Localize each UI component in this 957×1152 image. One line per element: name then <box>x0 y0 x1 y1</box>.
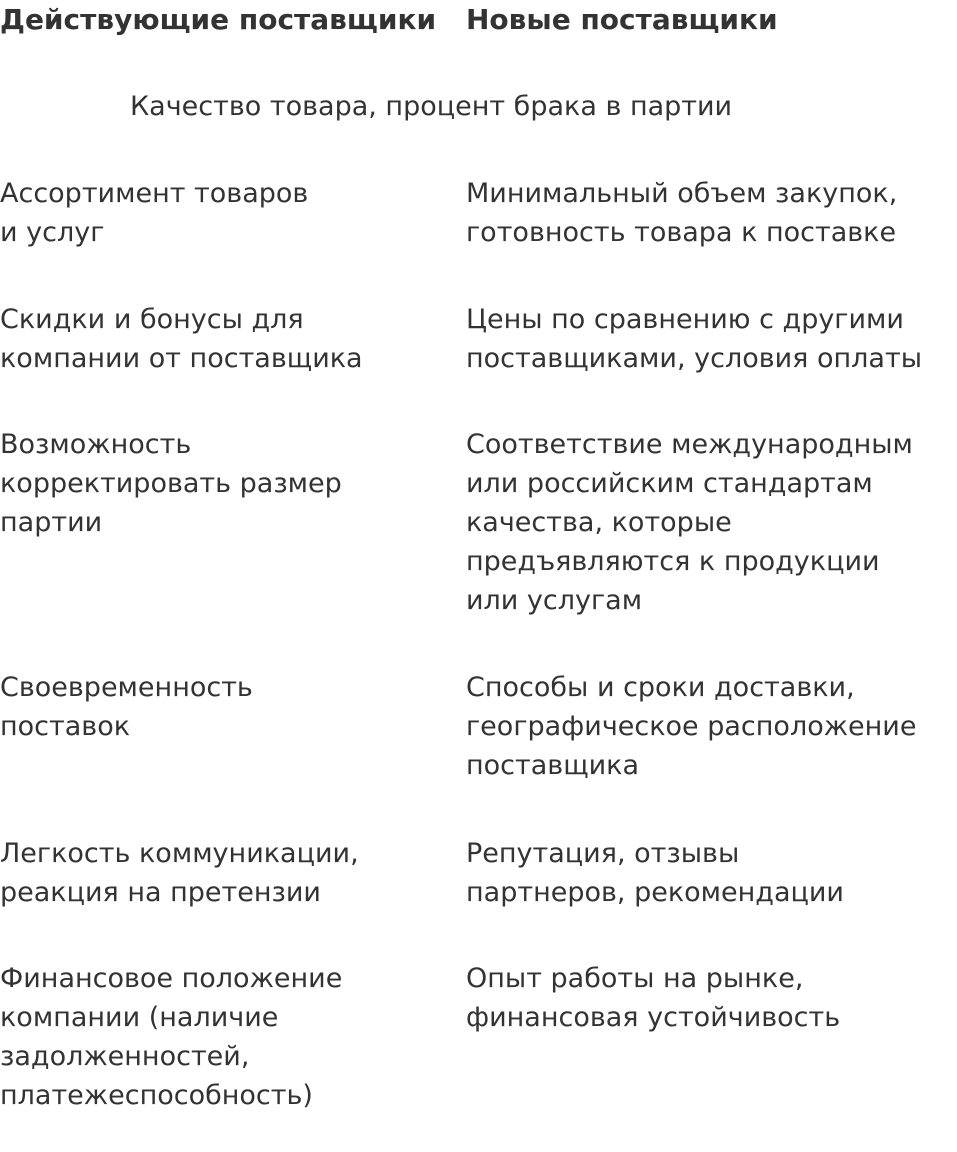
text-line: Цены по сравнению с другими <box>466 304 904 335</box>
new-criterion-reputation <box>466 834 844 912</box>
text-line: или услугам <box>466 585 643 616</box>
text-line: географическое расположение <box>466 711 917 742</box>
text-line: Скидки и бонусы для <box>0 304 304 335</box>
existing-criterion-financial-position <box>0 959 342 1115</box>
existing-criterion-batch-size <box>0 425 342 542</box>
new-criterion-min-volume <box>466 174 897 252</box>
text-line: Своевременность <box>0 672 253 703</box>
new-criterion-prices <box>466 300 922 378</box>
existing-criterion-timeliness <box>0 668 253 746</box>
text-line: Репутация, отзывы <box>466 838 740 869</box>
text-line: платежеспособность) <box>0 1080 313 1111</box>
text-line: качества, которые <box>466 507 732 538</box>
text-line: партии <box>0 507 103 538</box>
header-new-suppliers: Новые поставщики <box>466 3 778 36</box>
text-line: готовность товара к поставке <box>466 217 897 248</box>
text-line: задолженностей, <box>0 1041 250 1072</box>
text-line: Возможность <box>0 429 192 460</box>
existing-criterion-communication <box>0 834 359 912</box>
header-existing-suppliers: Действующие поставщики <box>0 3 437 36</box>
text-line: Минимальный объем закупок, <box>466 178 898 209</box>
text-line: компании от поставщика <box>0 343 363 374</box>
text-line: финансовая устойчивость <box>466 1002 841 1033</box>
new-criterion-delivery <box>466 668 916 785</box>
text-line: корректировать размер <box>0 468 342 499</box>
text-line: предъявляются к продукции <box>466 546 880 577</box>
new-criterion-market-experience <box>466 959 840 1037</box>
text-line: Опыт работы на рынке, <box>466 963 804 994</box>
text-line: партнеров, рекомендации <box>466 877 844 908</box>
text-line: поставок <box>0 711 131 742</box>
text-line: и услуг <box>0 217 105 248</box>
existing-criterion-assortment <box>0 174 308 252</box>
shared-criterion: Качество товара, процент брака в партии <box>130 91 733 122</box>
text-line: поставщика <box>466 750 640 781</box>
text-line: поставщиками, условия оплаты <box>466 343 923 374</box>
text-line: Легкость коммуникации, <box>0 838 359 869</box>
text-line: компании (наличие <box>0 1002 279 1033</box>
text-line: Финансовое положение <box>0 963 343 994</box>
text-line: Способы и сроки доставки, <box>466 672 855 703</box>
text-line: Соответствие международным <box>466 429 913 460</box>
existing-criterion-discounts <box>0 300 363 378</box>
text-line: или российским стандартам <box>466 468 873 499</box>
text-line: Ассортимент товаров <box>0 178 309 209</box>
text-line: реакция на претензии <box>0 877 321 908</box>
new-criterion-standards <box>466 425 913 620</box>
